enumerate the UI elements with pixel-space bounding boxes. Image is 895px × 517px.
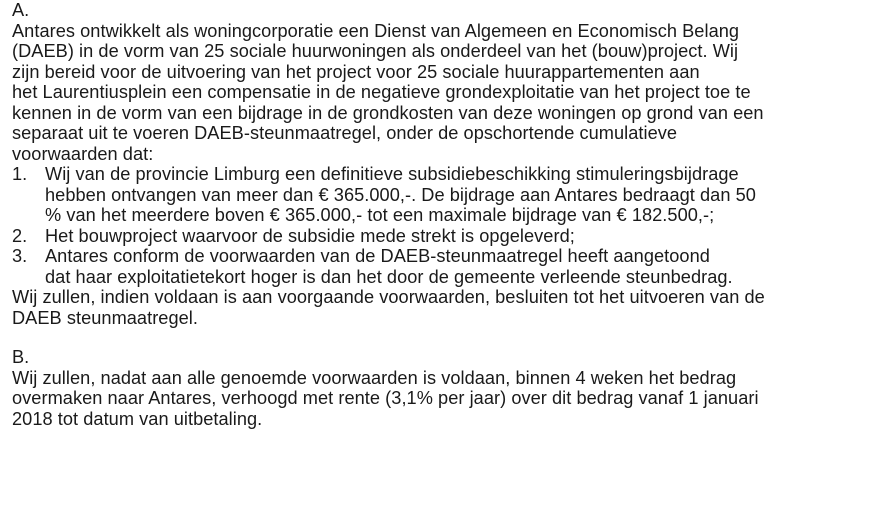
condition-line: dat haar exploitatietekort hoger is dan het door de gemeente verleende steunbedrag. [45, 266, 733, 287]
document-body [12, 0, 892, 429]
condition-item-2 [12, 226, 892, 247]
condition-number: 3. [12, 246, 28, 266]
intro-line: Antares ontwikkelt als woningcorporatie een Dienst van Algemeen en Economisch Belang [12, 20, 740, 41]
section-a-label: A. [12, 0, 30, 20]
section-b-line: Wij zullen, nadat aan alle genoemde voorwaarden is voldaan, binnen 4 weken het bedrag [12, 367, 737, 388]
intro-line: zijn bereid voor de uitvoering van het project voor 25 sociale huurappartementen aan [12, 61, 700, 82]
condition-line: Het bouwproject waarvoor de subsidie mede strekt is opgeleverd; [45, 225, 575, 246]
condition-item-3 [12, 246, 892, 287]
condition-line: Wij van de provincie Limburg een definitieve subsidiebeschikking stimuleringsbijdrage [45, 164, 739, 184]
section-a-closing [12, 287, 892, 328]
condition-number: 2. [12, 225, 28, 246]
intro-line: kennen in de vorm van een bijdrage in de grondkosten van deze woningen op grond van een [12, 102, 764, 123]
section-spacer [12, 328, 892, 347]
section-b-line: 2018 tot datum van uitbetaling. [12, 408, 263, 429]
condition-item-1 [12, 164, 892, 226]
section-b-label: B. [12, 347, 30, 367]
intro-line: voorwaarden dat: [12, 143, 154, 164]
condition-line: hebben ontvangen van meer dan € 365.000,-. De bijdrage aan Antares bedraagt dan 50 [45, 184, 756, 205]
intro-line: het Laurentiusplein een compensatie in de negatieve grondexploitatie van het project toe te [12, 82, 751, 102]
condition-number: 1. [12, 164, 28, 184]
conditions-list [12, 164, 892, 287]
condition-text [12, 164, 892, 226]
section-a-intro [12, 21, 892, 165]
condition-line: % van het meerdere boven € 365.000,- tot een maximale bijdrage van € 182.500,-; [45, 205, 715, 225]
section-b-line: overmaken naar Antares, verhoogd met rente (3,1% per jaar) over dit bedrag vanaf 1 januari [12, 388, 759, 408]
condition-line: Antares conform de voorwaarden van de DAEB-steunmaatregel heeft aangetoond [45, 246, 710, 266]
condition-text [12, 226, 892, 247]
closing-line: DAEB steunmaatregel. [12, 307, 199, 328]
condition-text [12, 246, 892, 287]
intro-line: (DAEB) in de vorm van 25 sociale huurwoningen als onderdeel van het (bouw)project. Wij [12, 41, 739, 61]
closing-line: Wij zullen, indien voldaan is aan voorgaande voorwaarden, besluiten tot het uitvoeren van de [12, 287, 765, 307]
intro-line: separaat uit te voeren DAEB-steunmaatregel, onder de opschortende cumulatieve [12, 123, 678, 143]
section-b-body [12, 368, 892, 430]
